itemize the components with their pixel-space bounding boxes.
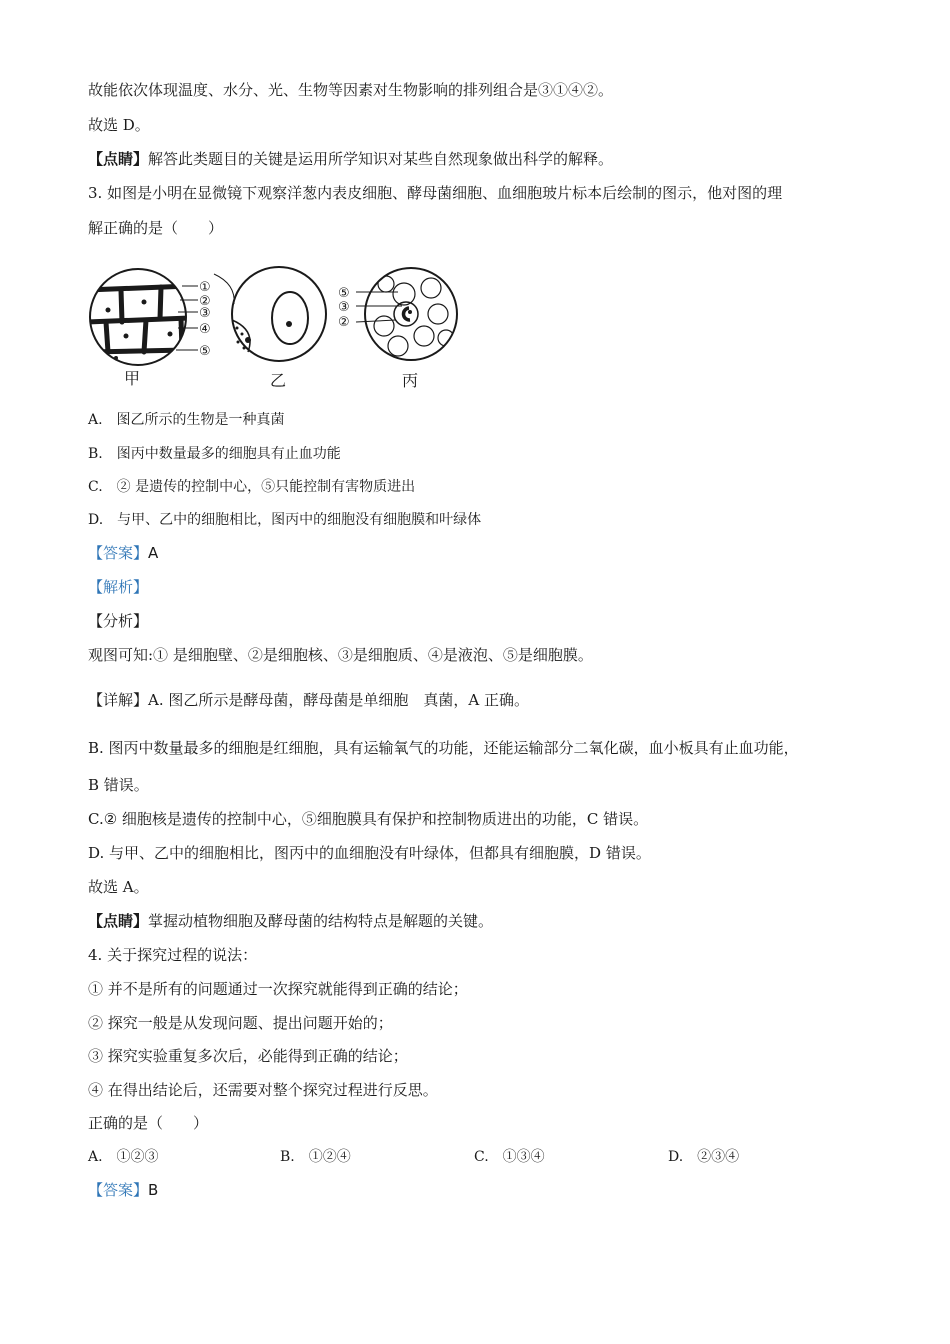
detail-tag: 【详解】 (88, 691, 149, 709)
onion-cell-view (88, 269, 198, 365)
q4-option-a: A. ①②③ (88, 1149, 159, 1165)
caption-yi: 乙 (270, 371, 287, 390)
q4-answer (88, 1180, 158, 1200)
q4-stem: 4. 关于探究过程的说法： (88, 946, 258, 964)
q3-detail-a (88, 690, 529, 710)
cell-figure (86, 262, 466, 392)
jia-label-4: ④ (199, 322, 211, 337)
q4-item-2: ② 探究一般是从发现问题、提出问题开始的； (88, 1014, 393, 1032)
q3-stem-line1: 3. 如图是小明在显微镜下观察洋葱内表皮细胞、酵母菌细胞、血细胞玻片标本后绘制的图示，他对图的理 (88, 184, 783, 202)
jia-label-3: ③ (199, 306, 211, 321)
caption-jia: 甲 (124, 369, 141, 388)
q3-fenxi-tag: 【分析】 (88, 612, 149, 630)
q3-fenxi: 观图可知:① 是细胞壁、②是细胞核、③是细胞质、④是液泡、⑤是细胞膜。 (88, 646, 593, 664)
q3-stem-line2: 解正确的是（ ） (88, 219, 224, 237)
q4-option-b: B. ①②④ (280, 1149, 351, 1165)
q3-option-c: C. ② 是遗传的控制中心，⑤只能控制有害物质进出 (88, 479, 416, 495)
answer-tag: 【答案】 (88, 544, 149, 562)
jia-label-1: ① (199, 280, 211, 295)
q4-item-3: ③ 探究实验重复多次后，必能得到正确的结论； (88, 1047, 408, 1065)
q3-option-a: A. 图乙所示的生物是一种真菌 (88, 412, 285, 428)
q4-option-d: D. ②③④ (668, 1149, 740, 1165)
q3-option-b: B. 图丙中数量最多的细胞具有止血功能 (88, 446, 341, 462)
q3-detail-c: C.② 细胞核是遗传的控制中心，⑤细胞膜具有保护和控制物质进出的功能，C 错误。 (88, 810, 649, 828)
q2-tip (88, 149, 613, 169)
q4-option-c: C. ①③④ (474, 1149, 545, 1165)
q4-item-1: ① 并不是所有的问题通过一次探究就能得到正确的结论； (88, 980, 468, 998)
jia-label-5: ⑤ (199, 344, 211, 359)
tip-text: 解答此类题目的关键是运用所学知识对某些自然现象做出科学的解释。 (148, 150, 614, 168)
q3-option-d: D. 与甲、乙中的细胞相比，图丙中的细胞没有细胞膜和叶绿体 (88, 512, 482, 528)
tip-tag: 【点睛】 (88, 912, 149, 930)
q2-choice: 故选 D。 (88, 116, 150, 134)
q3-detail-b2: B 错误。 (88, 776, 149, 794)
q3-tip (88, 911, 493, 931)
q4-item-4: ④ 在得出结论后，还需要对整个探究过程进行反思。 (88, 1081, 438, 1099)
q2-conclusion: 故能依次体现温度、水分、光、生物等因素对生物影响的排列组合是③①④②。 (88, 81, 614, 99)
q3-answer (88, 543, 158, 563)
yeast-cell-view (214, 267, 326, 361)
bing-label-2: ② (338, 315, 350, 330)
answer-tag: 【答案】 (88, 1181, 149, 1199)
blood-cell-view (356, 268, 457, 360)
answer-value: A (148, 544, 159, 562)
q3-analysis-tag: 【解析】 (88, 578, 149, 596)
tip-tag: 【点睛】 (88, 150, 149, 168)
caption-bing: 丙 (402, 371, 419, 390)
q3-choice: 故选 A。 (88, 878, 149, 896)
jia-label-2: ② (199, 294, 211, 309)
q3-detail-b1: B. 图丙中数量最多的细胞是红细胞，具有运输氧气的功能，还能运输部分二氧化碳，血小板具有止血功能， (88, 739, 799, 757)
bing-label-5: ⑤ (338, 286, 350, 301)
detail-a-text: A. 图乙所示是酵母菌，酵母菌是单细胞 真菌，A 正确。 (148, 691, 529, 709)
tip-text: 掌握动植物细胞及酵母菌的结构特点是解题的关键。 (148, 912, 494, 930)
bing-label-3: ③ (338, 300, 350, 315)
answer-value: B (148, 1181, 159, 1199)
q4-prompt: 正确的是（ ） (88, 1114, 209, 1132)
q3-detail-d: D. 与甲、乙中的细胞相比，图丙中的血细胞没有叶绿体，但都具有细胞膜，D 错误。 (88, 844, 651, 862)
